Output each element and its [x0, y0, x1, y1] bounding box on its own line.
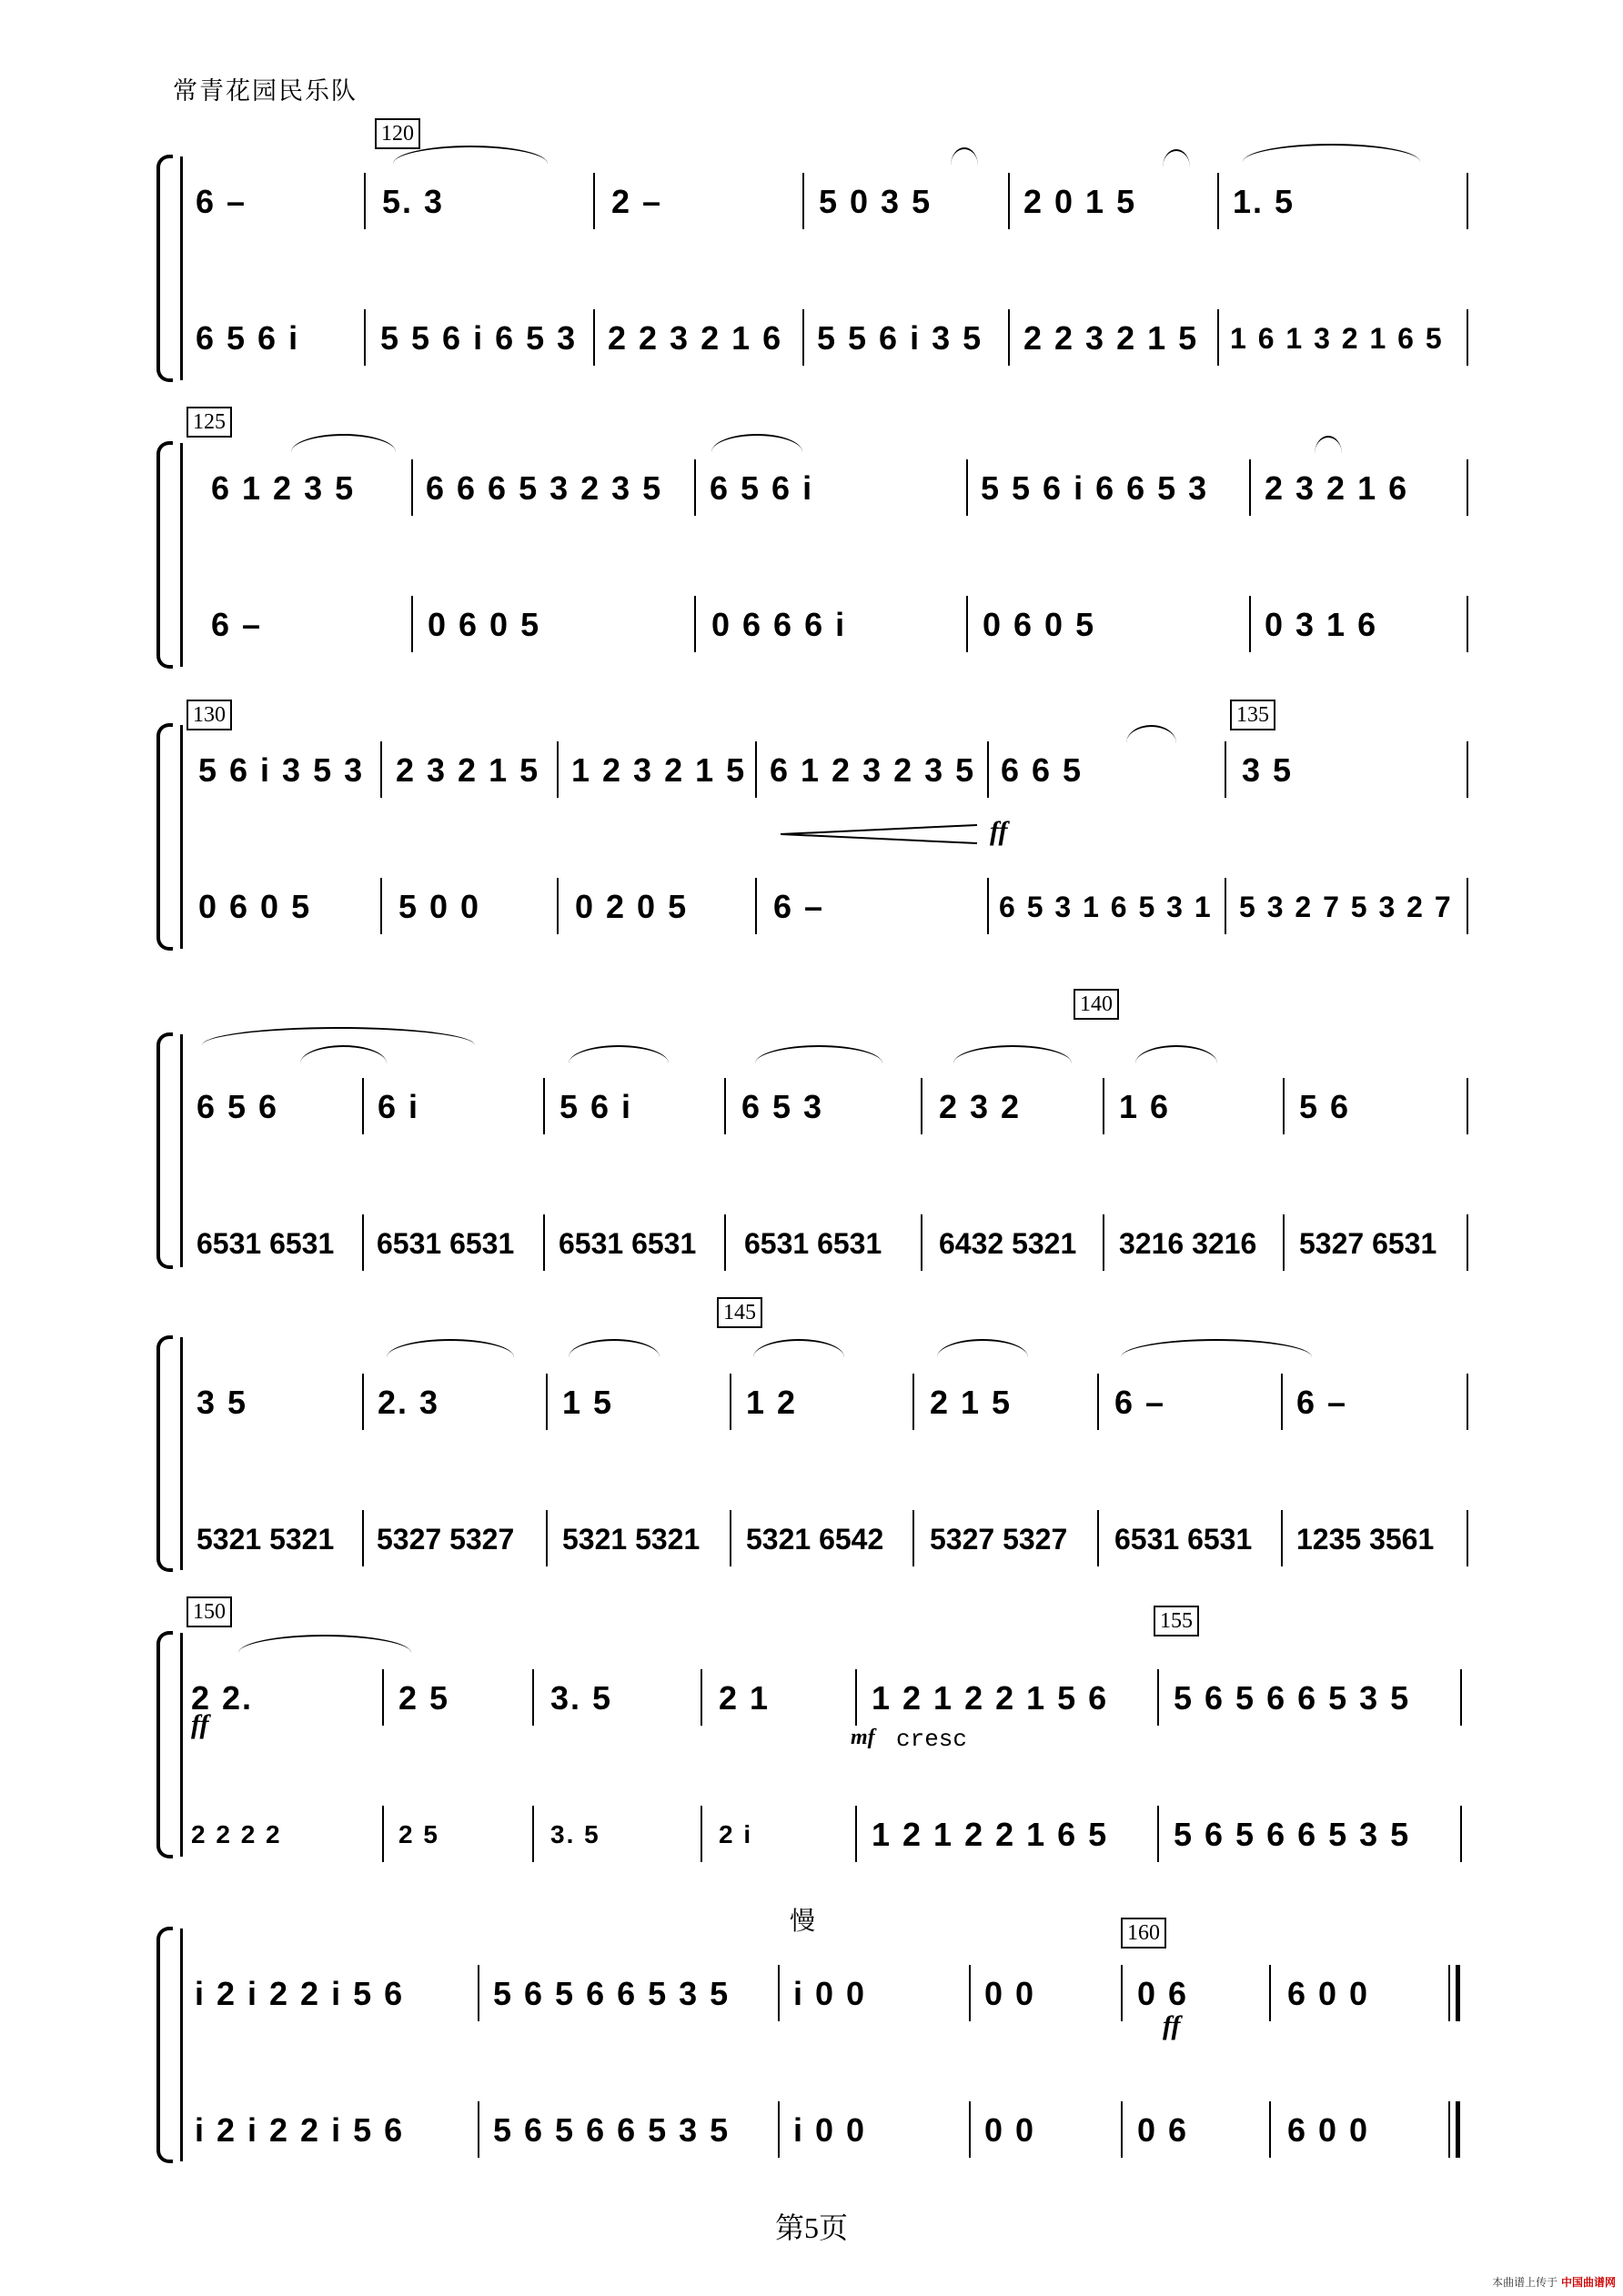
- barline: [593, 309, 595, 366]
- measure: 3. 5: [550, 1679, 613, 1717]
- measure: 2 5: [398, 1820, 439, 1848]
- measure: 6 –: [773, 888, 825, 925]
- upload-footer: [1492, 2274, 1616, 2290]
- measure: 3 5: [1242, 751, 1294, 789]
- measure: 6531 6531: [744, 1226, 882, 1260]
- measure: 5327 5327: [377, 1522, 515, 1556]
- site-logo: 中国曲谱网: [1560, 2276, 1616, 2289]
- barline: [987, 741, 989, 798]
- measure: 5321 5321: [562, 1522, 701, 1556]
- page-number: 第5页: [774, 2211, 848, 2244]
- barline: [543, 1078, 545, 1134]
- measure: 5 6 i 3 5 3: [198, 751, 365, 789]
- cresc-marking: cresc: [896, 1726, 968, 1753]
- measure: 3216 3216: [1119, 1226, 1257, 1260]
- measure: 6432 5321: [939, 1226, 1077, 1260]
- measure: i 0 0: [793, 1975, 867, 2012]
- measure: 6 1 2 3 5: [211, 469, 356, 507]
- barline: [1225, 741, 1226, 798]
- measure: 0 3 1 6: [1265, 606, 1378, 643]
- measure: 6 –: [1296, 1384, 1348, 1421]
- barline: [1121, 2101, 1123, 2158]
- barline: [1467, 741, 1468, 798]
- barline: [1157, 1806, 1159, 1862]
- barline: [1269, 1965, 1271, 2021]
- slur: [711, 434, 802, 452]
- slur: [387, 1339, 514, 1357]
- barline: [1460, 1669, 1462, 1726]
- bottom-staff: [0, 1797, 1623, 1869]
- measure: 6531 6531: [197, 1226, 335, 1260]
- measure: 0 2 0 5: [575, 888, 689, 925]
- measure: 6 5 3 1 6 5 3 1: [999, 890, 1213, 923]
- bottom-staff: [0, 587, 1623, 660]
- tempo-marking: 慢: [790, 1906, 816, 1936]
- barline: [855, 1806, 857, 1862]
- measure: 5321 5321: [197, 1522, 335, 1556]
- barline: [969, 2101, 971, 2158]
- barline: [557, 878, 559, 934]
- measure: 3. 5: [550, 1820, 600, 1848]
- slur: [1135, 1045, 1217, 1063]
- barline: [532, 1669, 534, 1726]
- barline: [1467, 1510, 1468, 1566]
- top-staff: [0, 1365, 1623, 1437]
- barline: [1467, 1214, 1468, 1271]
- measure: 6 0 0: [1287, 2111, 1370, 2149]
- measure: 1 2 1 2 2 1 6 5: [872, 1816, 1109, 1853]
- measure: 2 1 5: [930, 1384, 1013, 1421]
- barline: [380, 741, 382, 798]
- measure-number: 125: [186, 407, 232, 438]
- barline: [966, 596, 968, 652]
- measure-number: 150: [186, 1596, 232, 1627]
- barline: [411, 596, 413, 652]
- measure: 5 6 5 6 6 5 3 5: [493, 1975, 731, 2012]
- measure: 5 0 3 5: [819, 183, 932, 220]
- barline: [382, 1806, 384, 1862]
- measure: 6 0 0: [1287, 1975, 1370, 2012]
- barline: [802, 309, 804, 366]
- barline: [802, 173, 804, 229]
- measure: 5 5 6 i 3 5: [817, 319, 983, 357]
- upload-note: 本曲谱上传于: [1492, 2276, 1558, 2289]
- barline: [1467, 309, 1468, 366]
- barline: [1281, 1374, 1283, 1430]
- barline: [382, 1669, 384, 1726]
- slur: [951, 147, 978, 166]
- final-barline-thick: [1456, 1965, 1460, 2021]
- measure: 6 –: [211, 606, 263, 643]
- barline: [1283, 1214, 1285, 1271]
- slur: [1121, 1339, 1312, 1357]
- barline: [380, 878, 382, 934]
- barline: [921, 1078, 922, 1134]
- barline: [1217, 173, 1219, 229]
- measure-number: 135: [1230, 700, 1275, 730]
- barline: [755, 878, 757, 934]
- barline: [969, 1965, 971, 2021]
- measure: 6 i: [378, 1088, 420, 1125]
- measure: 1. 5: [1233, 183, 1295, 220]
- measure: 1 6 1 3 2 1 6 5: [1230, 321, 1444, 355]
- measure: 2 3 2 1 5: [396, 751, 540, 789]
- barline: [701, 1806, 702, 1862]
- measure: 1 2 1 2 2 1 5 6: [872, 1679, 1109, 1717]
- barline: [1467, 1374, 1468, 1430]
- bottom-staff: [0, 1501, 1623, 1574]
- barline: [546, 1510, 548, 1566]
- slur: [569, 1339, 660, 1357]
- barline: [778, 1965, 780, 2021]
- final-barline-thick: [1456, 2101, 1460, 2158]
- top-staff: [0, 732, 1623, 805]
- measure-number: 120: [375, 118, 420, 149]
- crescendo-hairpin: [781, 823, 981, 845]
- barline: [1008, 309, 1010, 366]
- barline: [532, 1806, 534, 1862]
- measure: 6 5 3: [741, 1088, 824, 1125]
- barline: [921, 1214, 922, 1271]
- measure-number: 145: [717, 1297, 762, 1328]
- ensemble-title: 常青花园民乐队: [173, 77, 358, 106]
- measure: 5 6: [1299, 1088, 1351, 1125]
- measure: i 2 i 2 2 i 5 6: [195, 1975, 405, 2012]
- measure: 1 5: [562, 1384, 614, 1421]
- slur: [953, 1045, 1072, 1063]
- bottom-staff: [0, 1205, 1623, 1278]
- measure: 2 i: [719, 1820, 753, 1848]
- barline: [546, 1374, 548, 1430]
- measure: 6531 6531: [559, 1226, 697, 1260]
- measure: 5321 6542: [746, 1522, 884, 1556]
- final-barline-thin: [1448, 1965, 1450, 2021]
- barline: [1249, 459, 1251, 516]
- barline: [1467, 459, 1468, 516]
- measure: 5. 3: [382, 183, 445, 220]
- measure: 0 0: [984, 2111, 1036, 2149]
- barline: [1121, 1965, 1123, 2021]
- slur: [300, 1045, 387, 1063]
- measure: 2 3 2: [939, 1088, 1022, 1125]
- measure: 6 5 6 i: [196, 319, 300, 357]
- measure: 5 6 i: [559, 1088, 633, 1125]
- barline: [1467, 878, 1468, 934]
- measure: 5 5 6 i 6 6 5 3: [981, 469, 1209, 507]
- measure: 5327 5327: [930, 1522, 1068, 1556]
- measure-number: 155: [1154, 1606, 1199, 1636]
- measure: 6 5 6: [197, 1088, 279, 1125]
- measure: 0 6 0 5: [198, 888, 312, 925]
- barline: [755, 741, 757, 798]
- measure: 0 0: [984, 1975, 1036, 2012]
- measure: 5 3 2 7 5 3 2 7: [1239, 890, 1453, 923]
- barline: [724, 1214, 726, 1271]
- measure: 2 1: [719, 1679, 771, 1717]
- barline: [912, 1510, 914, 1566]
- barline: [478, 1965, 479, 2021]
- dynamic-marking: ff: [191, 1709, 209, 1739]
- top-staff: [0, 164, 1623, 237]
- measure: i 0 0: [793, 2111, 867, 2149]
- measure-number: 140: [1074, 989, 1119, 1020]
- measure-number: 160: [1121, 1918, 1166, 1949]
- barline: [557, 741, 559, 798]
- measure: 2 2.: [191, 1679, 254, 1717]
- barline: [478, 2101, 479, 2158]
- barline: [855, 1669, 857, 1726]
- barline: [778, 2101, 780, 2158]
- measure: 0 6 6 6 i: [711, 606, 847, 643]
- barline: [1225, 878, 1226, 934]
- slur: [202, 1027, 475, 1045]
- measure: 3 5: [197, 1384, 248, 1421]
- measure: 1 2 3 2 1 5: [571, 751, 747, 789]
- measure: 6 5 6 i: [710, 469, 814, 507]
- slur: [569, 1045, 669, 1063]
- barline: [1460, 1806, 1462, 1862]
- measure: 5327 6531: [1299, 1226, 1437, 1260]
- barline: [694, 459, 696, 516]
- barline: [1103, 1214, 1104, 1271]
- measure: 2. 3: [378, 1384, 440, 1421]
- measure: 6 1 2 3 2 3 5: [770, 751, 976, 789]
- measure: 5 6 5 6 6 5 3 5: [1174, 1816, 1411, 1853]
- measure-number: 130: [186, 700, 232, 730]
- measure: 6531 6531: [1114, 1522, 1253, 1556]
- measure: 2 5: [398, 1679, 450, 1717]
- barline: [912, 1374, 914, 1430]
- barline: [730, 1510, 731, 1566]
- barline: [1217, 309, 1219, 366]
- bottom-staff: [0, 300, 1623, 373]
- measure: 5 6 5 6 6 5 3 5: [1174, 1679, 1411, 1717]
- barline: [730, 1374, 731, 1430]
- measure: 1 2: [746, 1384, 798, 1421]
- dynamic-marking: mf: [851, 1726, 875, 1749]
- barline: [364, 309, 366, 366]
- top-staff: [0, 1660, 1623, 1733]
- measure: 5 6 5 6 6 5 3 5: [493, 2111, 731, 2149]
- barline: [1097, 1510, 1099, 1566]
- slur: [755, 1045, 882, 1063]
- top-staff: [0, 1956, 1623, 2029]
- barline: [724, 1078, 726, 1134]
- barline: [966, 459, 968, 516]
- barline: [362, 1214, 364, 1271]
- measure: 0 6 0 5: [983, 606, 1096, 643]
- barline: [1467, 1078, 1468, 1134]
- measure: i 2 i 2 2 i 5 6: [195, 2111, 405, 2149]
- bottom-staff: [0, 2092, 1623, 2165]
- barline: [543, 1214, 545, 1271]
- measure: 0 6 0 5: [428, 606, 541, 643]
- measure: 0 6: [1137, 2111, 1189, 2149]
- barline: [1467, 596, 1468, 652]
- barline: [362, 1078, 364, 1134]
- measure: 0 6: [1137, 1975, 1189, 2012]
- slur: [1243, 144, 1420, 162]
- barline: [593, 173, 595, 229]
- barline: [1008, 173, 1010, 229]
- measure: 2 0 1 5: [1023, 183, 1137, 220]
- barline: [987, 878, 989, 934]
- barline: [1281, 1510, 1283, 1566]
- barline: [694, 596, 696, 652]
- measure: 2 2 3 2 1 5: [1023, 319, 1199, 357]
- barline: [1103, 1078, 1104, 1134]
- slur: [291, 434, 396, 452]
- top-staff: [0, 1069, 1623, 1142]
- dynamic-marking: ff: [990, 816, 1008, 846]
- barline: [411, 459, 413, 516]
- barline: [1249, 596, 1251, 652]
- measure: 2 –: [611, 183, 663, 220]
- barline: [362, 1374, 364, 1430]
- measure: 6 –: [196, 183, 247, 220]
- barline: [362, 1510, 364, 1566]
- measure: 1235 3561: [1296, 1522, 1435, 1556]
- bottom-staff: [0, 869, 1623, 942]
- measure: 5 5 6 i 6 5 3: [380, 319, 578, 357]
- slur: [937, 1339, 1028, 1357]
- barline: [1157, 1669, 1159, 1726]
- measure: 6 –: [1114, 1384, 1166, 1421]
- slur: [753, 1339, 844, 1357]
- barline: [1097, 1374, 1099, 1430]
- barline: [364, 173, 366, 229]
- barline: [1467, 173, 1468, 229]
- measure: 1 6: [1119, 1088, 1171, 1125]
- barline: [1283, 1078, 1285, 1134]
- top-staff: [0, 450, 1623, 523]
- slur: [238, 1635, 411, 1653]
- measure: 5 0 0: [398, 888, 481, 925]
- final-barline-thin: [1448, 2101, 1450, 2158]
- measure: 2 3 2 1 6: [1265, 469, 1409, 507]
- barline: [701, 1669, 702, 1726]
- measure: 6531 6531: [377, 1226, 515, 1260]
- dynamic-marking: ff: [1163, 2010, 1181, 2040]
- barline: [1269, 2101, 1271, 2158]
- measure: 2 2 3 2 1 6: [608, 319, 783, 357]
- measure: 6 6 5: [1001, 751, 1084, 789]
- measure: 6 6 6 5 3 2 3 5: [426, 469, 663, 507]
- measure: 2 2 2 2: [191, 1820, 282, 1848]
